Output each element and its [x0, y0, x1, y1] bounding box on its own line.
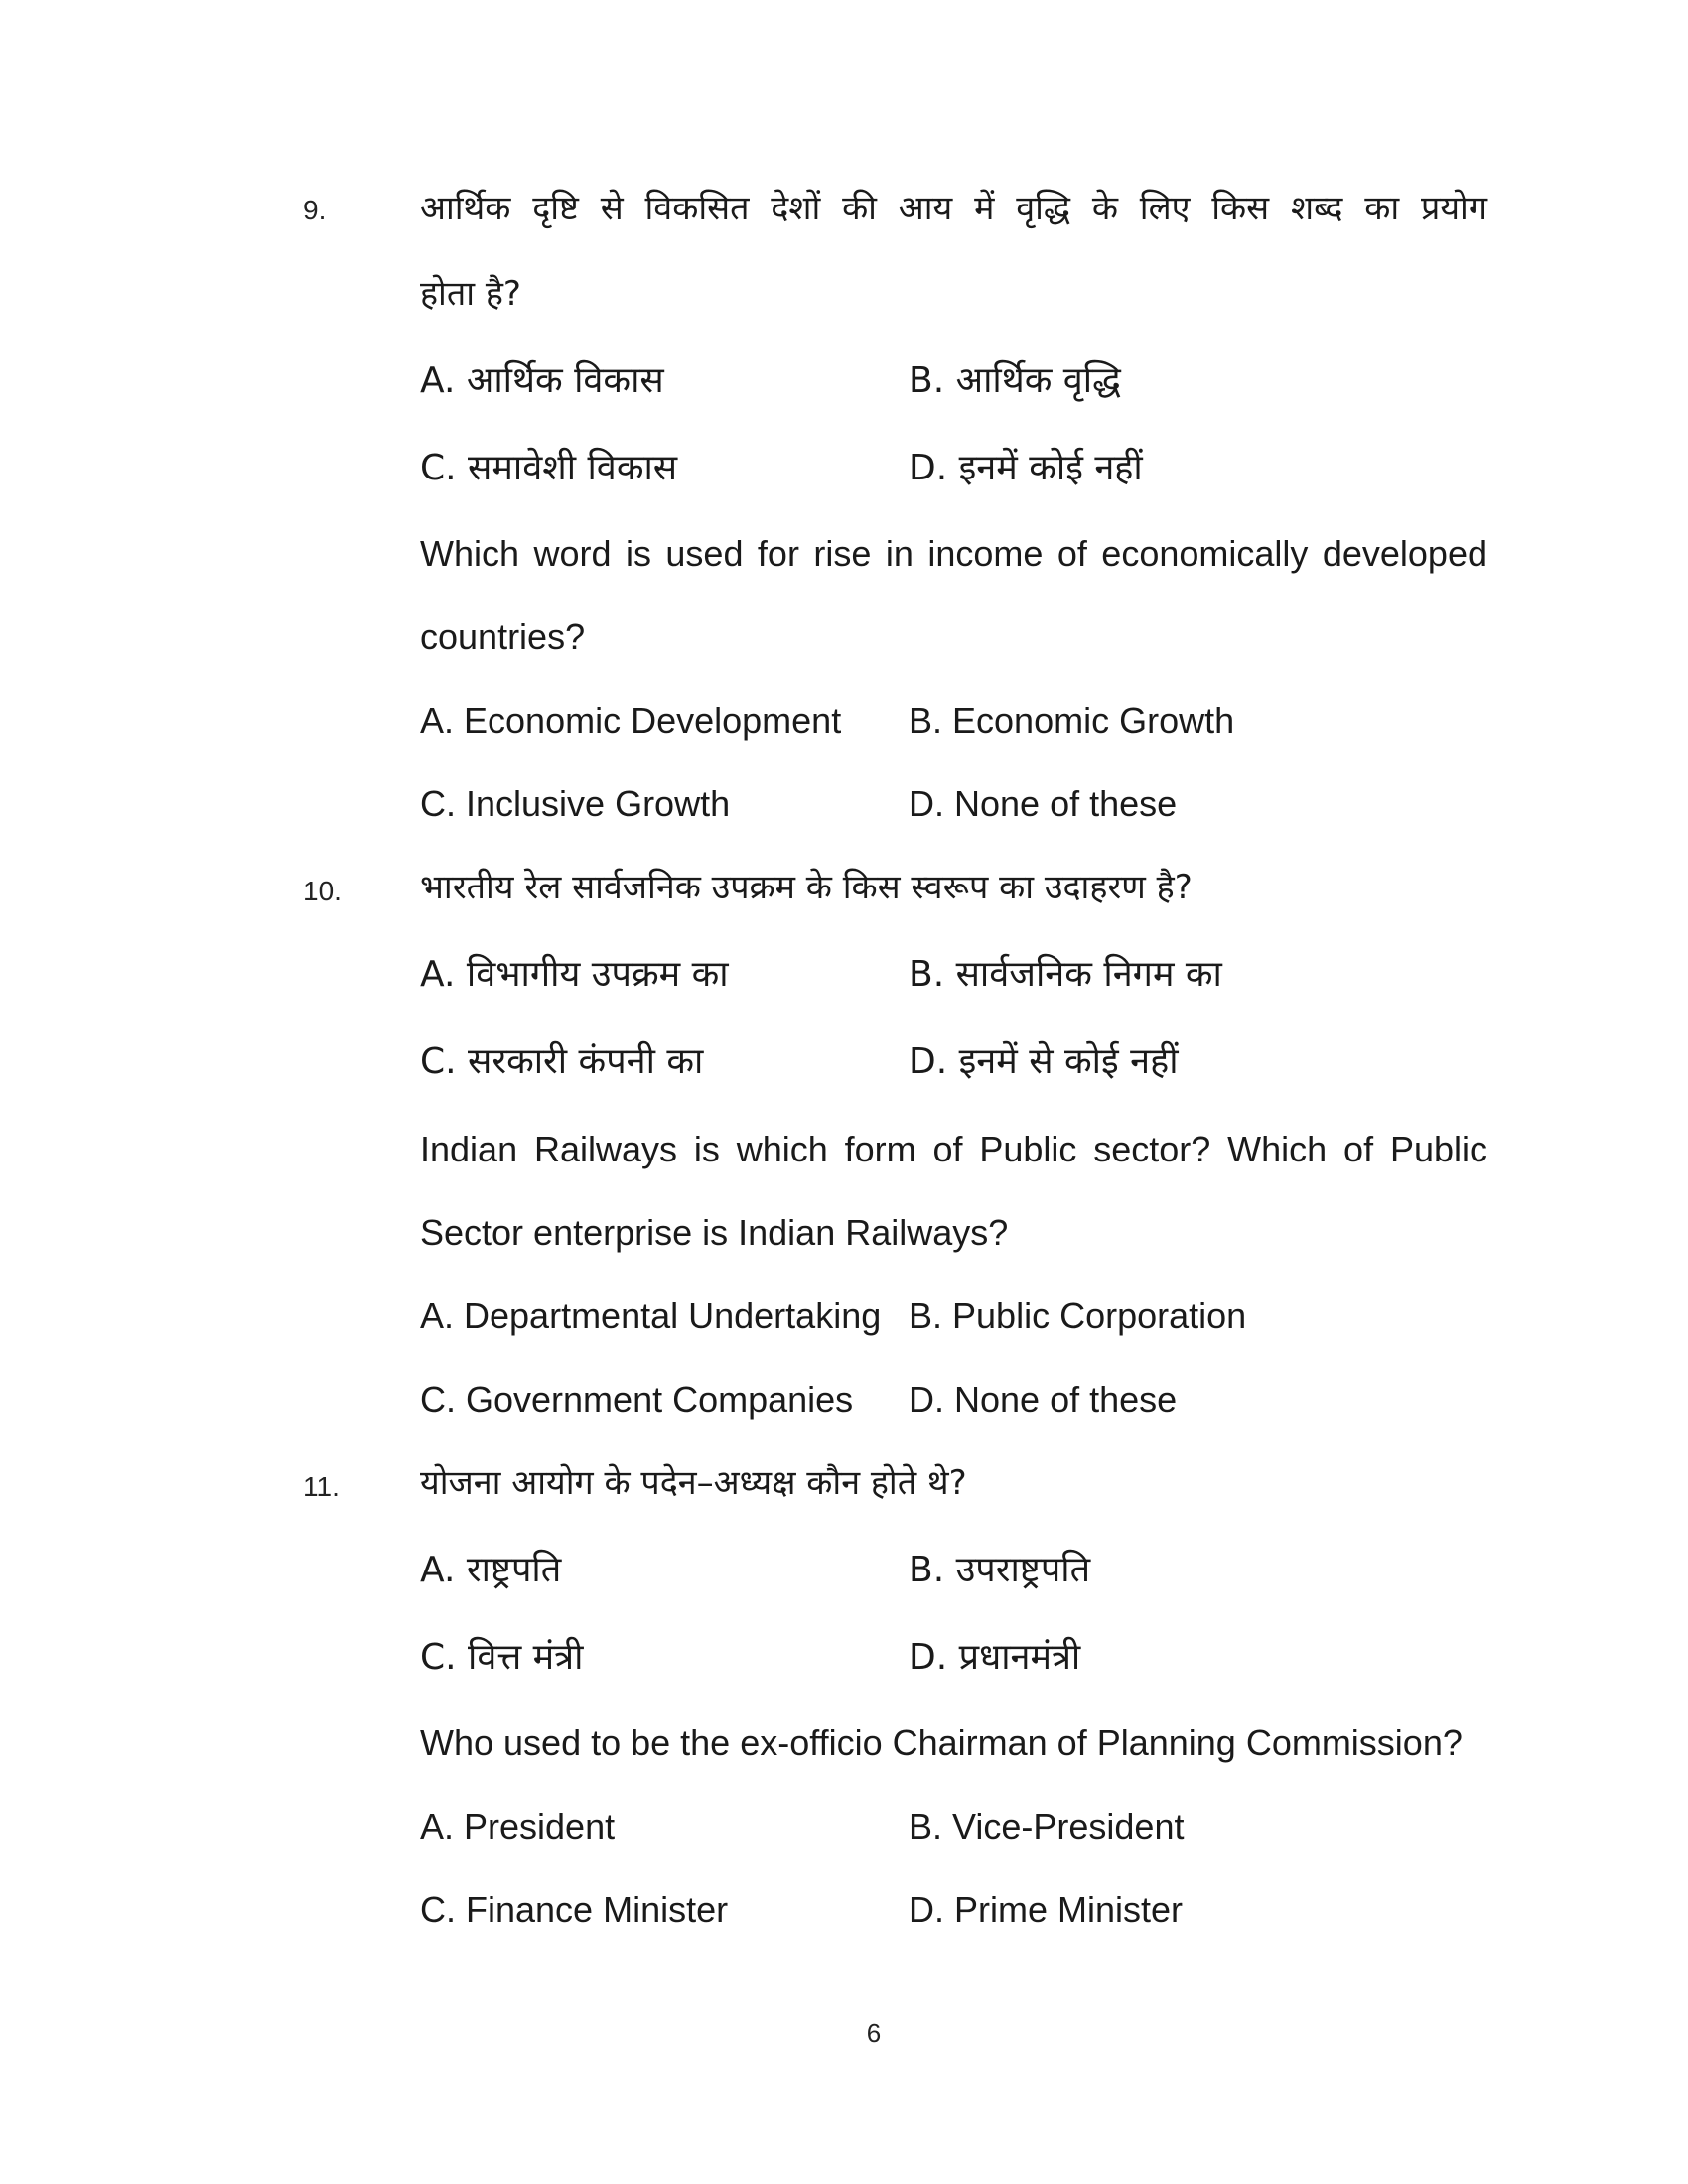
question-text-english: Sector enterprise is Indian Railways?: [420, 1212, 1009, 1253]
option-d-english: D. Prime Minister: [909, 1889, 1184, 1930]
question-text-english: Who used to be the ex-officio Chairman of Planning Commission?: [420, 1722, 1463, 1763]
question-text-english: Which word is used for rise in income of economically developed: [420, 533, 1487, 574]
question-text-hindi: आर्थिक दृष्टि से विकसित देशों की आय में वृद्धि के लिए किस शब्द का प्रयोग: [420, 189, 1487, 228]
option-d-english: D. None of these: [909, 1379, 1178, 1420]
question-text-english: Indian Railways is which form of Public sector? Which of Public: [420, 1129, 1487, 1169]
option-b-hindi: B. उपराष्ट्रपति: [909, 1550, 1091, 1590]
question-number: 10.: [303, 876, 342, 906]
option-b-english: B. Vice-President: [909, 1806, 1185, 1846]
option-c-english: C. Government Companies: [420, 1379, 854, 1420]
option-b-hindi: B. आर्थिक वृद्धि: [909, 360, 1121, 401]
option-b-english: B. Public Corporation: [909, 1296, 1247, 1336]
option-c-hindi: C. सरकारी कंपनी का: [420, 1041, 704, 1082]
option-c-hindi: C. वित्त मंत्री: [420, 1637, 584, 1678]
option-a-hindi: A. राष्ट्रपति: [420, 1550, 562, 1590]
option-c-english: C. Inclusive Growth: [420, 783, 731, 824]
option-c-hindi: C. समावेशी विकास: [420, 448, 678, 488]
option-a-hindi: A. आर्थिक विकास: [420, 360, 664, 401]
option-d-english: D. None of these: [909, 783, 1178, 824]
question-text-english: countries?: [420, 616, 586, 657]
question-number: 11.: [303, 1471, 340, 1502]
option-a-english: A. Departmental Undertaking: [420, 1296, 882, 1336]
question-text-hindi: योजना आयोग के पदेन–अध्यक्ष कौन होते थे?: [420, 1463, 967, 1503]
question-text-hindi: होता है?: [420, 274, 521, 314]
option-a-hindi: A. विभागीय उपक्रम का: [420, 954, 729, 995]
question-number: 9.: [303, 195, 327, 225]
option-a-english: A. Economic Development: [420, 700, 842, 741]
option-a-english: A. President: [420, 1806, 616, 1846]
page-number: 6: [866, 2018, 882, 2048]
option-b-hindi: B. सार्वजनिक निगम का: [909, 954, 1222, 995]
option-d-hindi: D. प्रधानमंत्री: [909, 1637, 1081, 1678]
option-d-hindi: D. इनमें से कोई नहीं: [909, 1041, 1179, 1082]
question-text-hindi: भारतीय रेल सार्वजनिक उपक्रम के किस स्वरूप का उदाहरण है?: [420, 868, 1193, 907]
option-b-english: B. Economic Growth: [909, 700, 1235, 741]
option-c-english: C. Finance Minister: [420, 1889, 729, 1930]
option-d-hindi: D. इनमें कोई नहीं: [909, 448, 1143, 488]
